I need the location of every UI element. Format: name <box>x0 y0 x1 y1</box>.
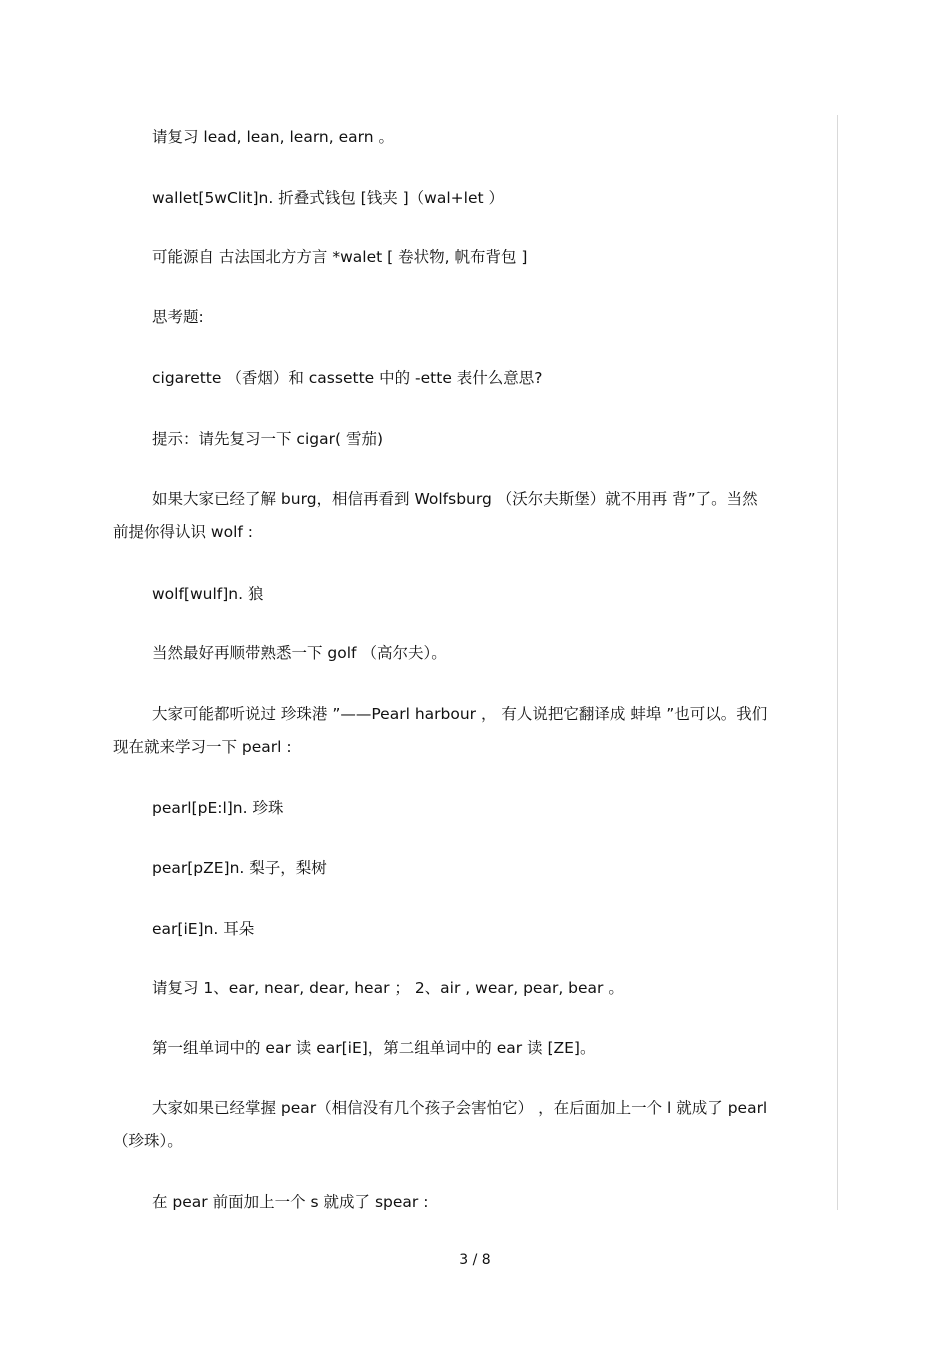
text-line: 提示：请先复习一下 cigar( 雪茄) <box>152 430 383 448</box>
text-line: 如果大家已经了解 burg，相信再看到 Wolfsburg （沃尔夫斯堡）就不用再 背”了。当然 <box>152 490 758 508</box>
text-line: 可能源自 古法国北方方言 *walet [ 卷状物, 帆布背包 ] <box>152 248 528 266</box>
text-line: pearl[pE:l]n. 珍珠 <box>152 799 284 817</box>
text-line: 第一组单词中的 ear 读 ear[iE]，第二组单词中的 ear 读 [ZE]。 <box>152 1039 596 1057</box>
text-line: 大家可能都听说过 珍珠港 ”——Pearl harbour ， 有人说把它翻译成 蚌埠 ”也可以。我们 <box>152 705 768 723</box>
text-line: （珍珠）。 <box>113 1132 183 1150</box>
text-line: pear[pZE]n. 梨子，梨树 <box>152 859 327 877</box>
text-line: cigarette （香烟）和 cassette 中的 -ette 表什么意思? <box>152 369 543 387</box>
text-line: 大家如果已经掌握 pear（相信没有几个孩子会害怕它） ，在后面加上一个 l 就成了 pearl <box>152 1099 768 1117</box>
text-line: 思考题: <box>152 308 204 326</box>
text-line: 请复习 lead, lean, learn, earn 。 <box>152 128 394 146</box>
text-line: wolf[wulf]n. 狼 <box>152 585 264 603</box>
text-line: wallet[5wClit]n. 折叠式钱包 [钱夹 ]（wal+let ） <box>152 189 504 207</box>
text-line: 前提你得认识 wolf : <box>113 523 253 541</box>
page-number: 3 / 8 <box>459 1252 491 1268</box>
text-line: 请复习 1、ear, near, dear, hear ； 2、air , wear, pear, bear 。 <box>152 979 624 997</box>
text-line: 当然最好再顺带熟悉一下 golf （高尔夫）。 <box>152 644 447 662</box>
text-line: ear[iE]n. 耳朵 <box>152 920 255 938</box>
text-line: 现在就来学习一下 pearl : <box>113 738 292 756</box>
page-margin-rule <box>837 115 838 1210</box>
text-line: 在 pear 前面加上一个 s 就成了 spear : <box>152 1193 429 1211</box>
